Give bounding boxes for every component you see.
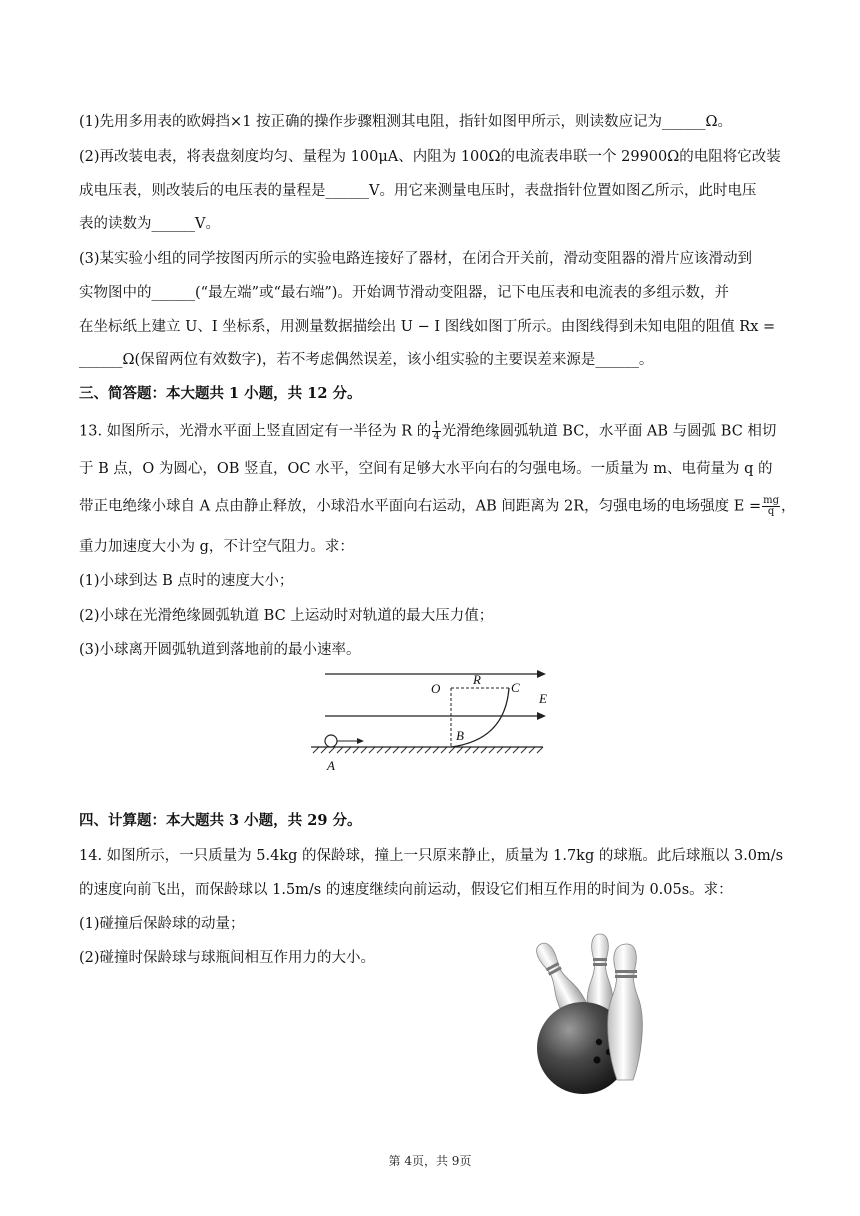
q12-part2-line3: 表的读数为______V。 xyxy=(79,216,220,232)
ball-thumb-hole xyxy=(593,1056,600,1063)
ground-hatching xyxy=(313,747,543,753)
q14-sub1: (1)碰撞后保龄球的动量； xyxy=(79,916,245,932)
bowling-ball-and-pins-image xyxy=(525,930,675,1095)
q14-line2: 的速度向前飞出，而保龄球以 1.5m/s 的速度继续向前运动，假设它们相互作用的时间为 0.05s。求： xyxy=(79,882,733,898)
field-numerator: mg xyxy=(763,495,780,506)
label-a: A xyxy=(327,758,335,773)
label-r: R xyxy=(473,672,481,687)
q12-part1: (1)先用多用表的欧姆挡×1 按正确的操作步骤粗测其电阻，指针如图甲所示，则读数应记为______Ω。 xyxy=(79,114,733,130)
q13-line3 xyxy=(79,495,796,517)
q13-arc-track-figure xyxy=(305,660,565,775)
q14-sub2: (2)碰撞时保龄球与球瓶间相互作用力的大小。 xyxy=(79,950,376,966)
q13-line1 xyxy=(79,421,784,442)
quarter-fraction xyxy=(432,421,440,442)
field-fraction xyxy=(762,496,780,517)
q13-sub2: (2)小球在光滑绝缘圆弧轨道 BC 上运动时对轨道的最大压力值； xyxy=(79,608,494,624)
field-arrow-top xyxy=(537,670,546,678)
section3-heading: 三、简答题：本大题共 1 小题，共 12 分。 xyxy=(79,385,362,402)
q13-line4: 重力加速度大小为 g，不计空气阻力。求： xyxy=(79,539,354,555)
q12-part2-line1: (2)再改装电表，将表盘刻度均匀、量程为 100μA、内阻为 100Ω的电流表串联一个 29900Ω的电阻将它改装 xyxy=(79,149,781,165)
label-e: E xyxy=(539,691,547,706)
section4-heading: 四、计算题：本大题共 3 小题，共 29 分。 xyxy=(79,812,362,829)
field-denominator: q xyxy=(767,506,775,517)
q13-line1-b: 光滑绝缘圆弧轨道 BC，水平面 AB 与圆弧 BC 相切 xyxy=(441,423,777,440)
q13-line3-b: ， xyxy=(781,498,796,515)
ball-motion-arrow xyxy=(357,738,364,744)
q12-part3-line2: 实物图中的______(“最左端”或“最右端”)。开始调节滑动变阻器，记下电压表和电流表的多组示数，并 xyxy=(79,285,729,301)
label-o: O xyxy=(431,681,441,696)
label-b: B xyxy=(456,728,464,743)
page-number-footer: 第 4页，共 9页 xyxy=(388,1154,472,1168)
q12-part3-line4: ______Ω(保留两位有效数字)，若不考虑偶然误差，该小组实验的主要误差来源是______。 xyxy=(79,352,654,368)
ball-a xyxy=(325,735,337,747)
q12-part3-line3: 在坐标纸上建立 U、I 坐标系，用测量数据描绘出 U − I 图线如图丁所示。由图线得到未知电阻的阻值 Rx = xyxy=(79,319,776,335)
field-arrow-middle xyxy=(537,712,546,720)
q13-line2: 于 B 点，O 为圆心，OB 竖直，OC 水平，空间有足够大水平向右的匀强电场。一质量为 m、电荷量为 q 的 xyxy=(79,461,773,477)
q13-line1-a: 13. 如图所示，光滑水平面上竖直固定有一半径为 R 的 xyxy=(79,423,432,440)
label-c: C xyxy=(511,680,520,695)
quarter-denominator: 4 xyxy=(433,431,440,442)
q14-line1: 14. 如图所示，一只质量为 5.4kg 的保龄球，撞上一只原来静止，质量为 1.7kg 的球瓶。此后球瓶以 3.0m/s xyxy=(79,848,784,864)
q13-sub1: (1)小球到达 B 点时的速度大小； xyxy=(79,573,294,589)
q12-part2-line2: 成电压表，则改装后的电压表的量程是______V。用它来测量电压时，表盘指针位置如图乙所示，此时电压 xyxy=(79,183,757,199)
pin-right xyxy=(608,944,643,1080)
q12-part3-line1: (3)某实验小组的同学按图丙所示的实验电路连接好了器材，在闭合开关前，滑动变阻器的滑片应该滑动到 xyxy=(79,251,753,267)
ball-finger-hole-1 xyxy=(596,1039,602,1045)
q13-line3-a: 带正电绝缘小球自 A 点由静止释放，小球沿水平面向右运动，AB 间距离为 2R，匀强电场的电场强度 E = xyxy=(79,498,762,515)
q13-sub3: (3)小球离开圆弧轨道到落地前的最小速率。 xyxy=(79,642,361,658)
quarter-numerator: 1 xyxy=(433,420,440,431)
